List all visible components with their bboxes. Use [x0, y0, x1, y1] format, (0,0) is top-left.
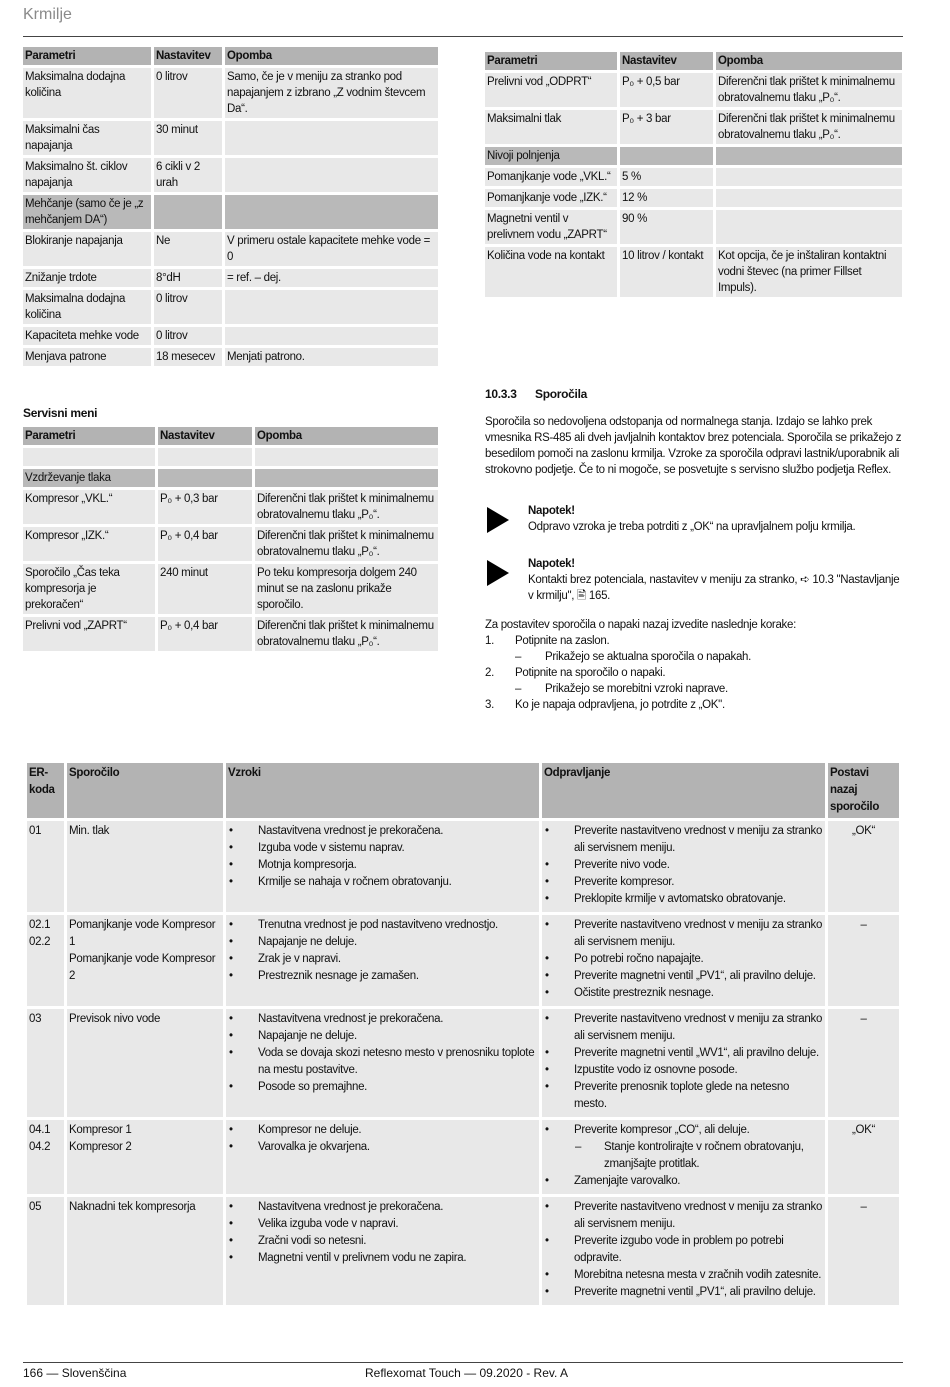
table-cell — [716, 210, 902, 244]
note-text: Odpravo vzroka je treba potrditi z „OK“ na upravljalnem polju krmilja. — [528, 521, 856, 533]
table-cell — [23, 448, 155, 466]
table-cell: 0 litrov — [154, 327, 222, 345]
fix-item: • Preverite nastavitveno vrednost v meniju za stranko ali servisnem meniju. — [544, 823, 823, 857]
table-cell — [225, 158, 438, 192]
cause-item: • Varovalka je okvarjena. — [228, 1139, 537, 1156]
table-row — [23, 527, 438, 561]
cause-item: • Nastavitvena vrednost je prekoračena. — [228, 1199, 537, 1216]
column-header: Nastavitev — [154, 47, 222, 65]
table-row — [485, 110, 902, 144]
cause-item: • Izguba vode v sistemu naprav. — [228, 840, 537, 857]
table-cell: Maksimalna dodajna količina — [23, 68, 151, 118]
cause-item: • Kompresor ne deluje. — [228, 1122, 537, 1139]
table-cell: = ref. – dej. — [225, 269, 438, 287]
table-cell — [255, 469, 438, 487]
column-header: Parametri — [485, 52, 617, 70]
error-code-cell — [27, 1009, 64, 1117]
table-row — [485, 168, 902, 186]
fix-item: • Preverite magnetni ventil „PV1“, ali pravilno deluje. — [544, 1284, 823, 1301]
column-header: Opomba — [716, 52, 902, 70]
section-paragraph: Sporočila so nedovoljena odstopanja od normalnega stanja. Izdajo se lahko prek vmesnika RS-485 ali dveh javljalnih kontaktov brez potenciala. Sporočila se prikažejo z besedilom pomoči na zaslonu krmilja. Vzroke za sporočila odpravi lastnik/uporabnik ali strokovno podjetje. Če to ni mogoče, se posvetujte s servisno službo podjetja Reflex. — [485, 416, 902, 476]
step-item — [485, 633, 905, 649]
message-row — [27, 821, 899, 912]
table-cell: Količina vode na kontakt — [485, 247, 617, 297]
column-header: Parametri — [23, 47, 151, 65]
table-cell: Maksimalna dodajna količina — [23, 290, 151, 324]
note-arrow-icon — [487, 507, 509, 533]
table-cell: Mehčanje (samo če je „z mehčanjem DA“) — [23, 195, 151, 229]
causes-cell — [226, 1120, 539, 1194]
fix-item: • Izpustite vodo iz osnovne posode. — [544, 1062, 823, 1079]
fixes-cell — [542, 915, 825, 1006]
cause-item: • Nastavitvena vrednost je prekoračena. — [228, 823, 537, 840]
message-row — [27, 1120, 899, 1194]
causes-cell — [226, 915, 539, 1006]
table-row — [23, 348, 438, 366]
table-cell: Pomanjkanje vode „IZK.“ — [485, 189, 617, 207]
table-cell — [225, 195, 438, 229]
step-text: Ko je napaja odpravljena, jo potrdite z „OK". — [515, 699, 725, 711]
document-title: Reflexomat Touch — 09.2020 - Rev. A — [365, 1366, 568, 1380]
table-cell: Ne — [154, 232, 222, 266]
table-cell — [255, 448, 438, 466]
table-cell: 90 % — [620, 210, 713, 244]
fixes-cell — [542, 1120, 825, 1194]
fix-item: • Preverite nastavitveno vrednost v meniju za stranko ali servisnem meniju. — [544, 1011, 823, 1045]
table-row — [485, 210, 902, 244]
fix-item: • Morebitna netesna mesta v zračnih vodih zatesnite. — [544, 1267, 823, 1284]
table-cell — [716, 189, 902, 207]
error-code: 04.1 — [29, 1124, 51, 1136]
error-code: 02.1 — [29, 919, 51, 931]
table-cell: Maksimalni tlak — [485, 110, 617, 144]
table-cell: Magnetni ventil v prelivnem vodu „ZAPRT“ — [485, 210, 617, 244]
messages-table — [24, 760, 902, 1308]
table-cell: Menjati patrono. — [225, 348, 438, 366]
step-number: – — [515, 651, 522, 663]
table-header-row — [23, 427, 438, 445]
step-number: 1. — [485, 635, 494, 647]
table-cell: Pomanjkanje vode „VKL.“ — [485, 168, 617, 186]
service-menu-heading: Servisni meni — [23, 406, 98, 420]
table-row — [23, 327, 438, 345]
fix-item: • Preverite izgubo vode in problem po potrebi odpravite. — [544, 1233, 823, 1267]
fix-item: • Preverite magnetni ventil „WV1“, ali pravilno deluje. — [544, 1045, 823, 1062]
table-cell — [716, 147, 902, 165]
table-row — [23, 232, 438, 266]
step-number: 2. — [485, 667, 494, 679]
step-text: Prikažejo se morebitni vzroki naprave. — [545, 683, 728, 695]
message-row — [27, 1197, 899, 1305]
table-row — [23, 617, 438, 651]
fixes-cell — [542, 1009, 825, 1117]
cause-item: • Posode so premajhne. — [228, 1079, 537, 1096]
step-text: Potipnite na zaslon. — [515, 635, 610, 647]
table-cell — [158, 448, 252, 466]
table-cell — [225, 290, 438, 324]
error-code-cell — [27, 915, 64, 1006]
fix-item: • Preverite nastavitveno vrednost v meniju za stranko ali servisnem meniju. — [544, 1199, 823, 1233]
table-header-row — [485, 52, 902, 70]
table-cell: 10 litrov / kontakt — [620, 247, 713, 297]
error-code-cell — [27, 1197, 64, 1305]
column-header: Vzroki — [226, 763, 539, 818]
table-cell: Menjava patrone — [23, 348, 151, 366]
table-row — [485, 189, 902, 207]
table-cell: Diferenčni tlak prištet k minimalnemu obratovalnemu tlaku „P₀“. — [255, 490, 438, 524]
table-cell: 5 % — [620, 168, 713, 186]
steps-list — [485, 633, 905, 713]
parameters-table-service — [20, 424, 441, 654]
parameters-table-customer — [20, 44, 441, 369]
note-block — [485, 556, 905, 604]
table-row — [23, 564, 438, 614]
table-cell: Diferenčni tlak prištet k minimalnemu obratovalnemu tlaku „P₀“. — [255, 527, 438, 561]
step-item — [485, 649, 905, 665]
table-cell: Vzdrževanje tlaka — [23, 469, 155, 487]
fix-item: • Preverite kompresor „CO“, ali deluje. — [544, 1122, 823, 1139]
section-number: 10.3.3 — [485, 387, 517, 401]
note-title: Napotek! — [528, 505, 575, 517]
cause-item: • Trenutna vrednost je pod nastavitveno vrednostjo. — [228, 917, 537, 934]
table-row — [23, 158, 438, 192]
table-cell — [716, 168, 902, 186]
section-heading — [485, 387, 587, 401]
cause-item: • Nastavitvena vrednost je prekoračena. — [228, 1011, 537, 1028]
step-text: Potipnite na sporočilo o napaki. — [515, 667, 666, 679]
cause-item: • Velika izguba vode v napravi. — [228, 1216, 537, 1233]
table-cell: Sporočilo „Čas teka kompresorja je prekoračen“ — [23, 564, 155, 614]
table-cell — [154, 195, 222, 229]
reset-cell: – — [828, 1009, 899, 1117]
step-item — [485, 681, 905, 697]
table-row — [23, 490, 438, 524]
message-text: Min. tlak — [69, 825, 110, 837]
error-code: 03 — [29, 1013, 42, 1025]
message-text: Previsok nivo vode — [69, 1013, 161, 1025]
causes-cell — [226, 821, 539, 912]
reset-cell: „OK“ — [828, 821, 899, 912]
table-cell: Prelivni vod „ODPRT“ — [485, 73, 617, 107]
step-number: 3. — [485, 699, 494, 711]
table-cell: Po teku kompresorja dolgem 240 minut se na zaslonu prikaže sporočilo. — [255, 564, 438, 614]
section-row — [23, 469, 438, 487]
causes-cell — [226, 1009, 539, 1117]
table-cell: Kot opcija, če je inštaliran kontaktni vodni števec (na primer Fillset Impuls). — [716, 247, 902, 297]
column-header: Odpravljanje — [542, 763, 825, 818]
cause-item: • Zrak je v napravi. — [228, 951, 537, 968]
cause-item: • Voda se dovaja skozi netesno mesto v prenosniku toplote na mestu postavitve. — [228, 1045, 537, 1079]
cause-item: • Prestreznik nesnage je zamašen. — [228, 968, 537, 985]
table-cell: Diferenčni tlak prištet k minimalnemu obratovalnemu tlaku „P₀“. — [716, 110, 902, 144]
page-number: 166 — Slovenščina — [23, 1366, 127, 1380]
table-row — [23, 68, 438, 118]
page-header-title: Krmilje — [23, 6, 72, 23]
fix-item: • Zamenjajte varovalko. — [544, 1173, 823, 1190]
fix-item: • Očistite prestreznik nesnage. — [544, 985, 823, 1002]
table-cell: P₀ + 3 bar — [620, 110, 713, 144]
column-header: Postavi nazaj sporočilo — [828, 763, 899, 818]
table-cell: Znižanje trdote — [23, 269, 151, 287]
table-row — [23, 290, 438, 324]
table-cell: Diferenčni tlak prištet k minimalnemu obratovalnemu tlaku „P₀“. — [255, 617, 438, 651]
column-header: Sporočilo — [67, 763, 223, 818]
fix-item: • Preverite magnetni ventil „PV1“, ali pravilno deluje. — [544, 968, 823, 985]
fix-item: • Preverite nivo vode. — [544, 857, 823, 874]
table-row — [23, 269, 438, 287]
message-cell — [67, 1120, 223, 1194]
table-cell: 18 mesecev — [154, 348, 222, 366]
step-item — [485, 697, 905, 713]
table-cell: 30 minut — [154, 121, 222, 155]
cause-item: • Napajanje ne deluje. — [228, 1028, 537, 1045]
message-text: Kompresor 2 — [69, 1141, 132, 1153]
table-cell: Diferenčni tlak prištet k minimalnemu obratovalnemu tlaku „P₀“. — [716, 73, 902, 107]
fix-item: • Preverite kompresor. — [544, 874, 823, 891]
error-code: 02.2 — [29, 936, 51, 948]
cause-item: • Motnja kompresorja. — [228, 857, 537, 874]
message-text: Kompresor 1 — [69, 1124, 132, 1136]
cause-item: • Magnetni ventil v prelivnem vodu ne zapira. — [228, 1250, 537, 1267]
table-cell: Kompresor „IZK.“ — [23, 527, 155, 561]
message-row — [27, 915, 899, 1006]
column-header: Opomba — [225, 47, 438, 65]
causes-cell — [226, 1197, 539, 1305]
steps-intro: Za postavitev sporočila o napaki nazaj izvedite naslednje korake: — [485, 619, 796, 631]
error-code: 01 — [29, 825, 42, 837]
table-cell: 6 cikli v 2 urah — [154, 158, 222, 192]
message-text: Pomanjkanje vode Kompresor 1 — [69, 919, 216, 948]
table-cell: Blokiranje napajanja — [23, 232, 151, 266]
reset-steps — [485, 617, 905, 713]
note-title: Napotek! — [528, 558, 575, 570]
error-code: 04.2 — [29, 1141, 51, 1153]
table-cell: 0 litrov — [154, 68, 222, 118]
reset-cell: – — [828, 915, 899, 1006]
step-text: Prikažejo se aktualna sporočila o napakah. — [545, 651, 752, 663]
table-cell: P₀ + 0,4 bar — [158, 617, 252, 651]
section-row — [485, 147, 902, 165]
column-header: ER-koda — [27, 763, 64, 818]
table-cell: P₀ + 0,5 bar — [620, 73, 713, 107]
message-cell — [67, 915, 223, 1006]
table-cell: 240 minut — [158, 564, 252, 614]
fix-item: • Po potrebi ročno napajajte. — [544, 951, 823, 968]
table-cell: Prelivni vod „ZAPRT“ — [23, 617, 155, 651]
note-text: Kontakti brez potenciala, nastavitev v meniju za stranko, ➪ 10.3 "Nastavljanje v krmilju", 🖹 165. — [528, 574, 900, 602]
parameters-table-service-continued — [482, 49, 905, 300]
table-cell: Kapaciteta mehke vode — [23, 327, 151, 345]
message-row — [27, 1009, 899, 1117]
table-cell: 12 % — [620, 189, 713, 207]
message-cell — [67, 1009, 223, 1117]
table-row — [23, 121, 438, 155]
note-arrow-icon — [487, 560, 509, 586]
step-number: – — [515, 683, 522, 695]
table-cell — [225, 327, 438, 345]
table-cell: P₀ + 0,3 bar — [158, 490, 252, 524]
header-divider — [23, 36, 903, 37]
fix-item: • Preverite prenosnik toplote glede na netesno mesto. — [544, 1079, 823, 1113]
fix-item: • Preverite nastavitveno vrednost v meniju za stranko ali servisnem meniju. — [544, 917, 823, 951]
table-cell — [158, 469, 252, 487]
table-cell: V primeru ostale kapacitete mehke vode = 0 — [225, 232, 438, 266]
column-header: Nastavitev — [620, 52, 713, 70]
message-text: Pomanjkanje vode Kompresor 2 — [69, 953, 216, 982]
fix-item: • Preklopite krmilje v avtomatsko obratovanje. — [544, 891, 823, 908]
reset-cell: „OK“ — [828, 1120, 899, 1194]
cause-item: • Napajanje ne deluje. — [228, 934, 537, 951]
error-code-cell — [27, 821, 64, 912]
table-cell: Samo, če je v meniju za stranko pod napajanjem z izbrano „Z vodnim števcem Da“. — [225, 68, 438, 118]
error-code: 05 — [29, 1201, 42, 1213]
table-cell: Kompresor „VKL.“ — [23, 490, 155, 524]
column-header: Nastavitev — [158, 427, 252, 445]
table-cell: 0 litrov — [154, 290, 222, 324]
fixes-cell — [542, 821, 825, 912]
message-cell — [67, 821, 223, 912]
message-cell — [67, 1197, 223, 1305]
table-cell: Nivoji polnjenja — [485, 147, 617, 165]
fix-item: – Stanje kontrolirajte v ročnem obratovanju, zmanjšajte protitlak. — [544, 1139, 823, 1173]
table-cell: P₀ + 0,4 bar — [158, 527, 252, 561]
table-row — [23, 448, 438, 466]
table-header-row — [23, 47, 438, 65]
section-row — [23, 195, 438, 229]
table-cell: 8°dH — [154, 269, 222, 287]
fixes-cell — [542, 1197, 825, 1305]
column-header: Parametri — [23, 427, 155, 445]
section-title: Sporočila — [535, 387, 587, 401]
table-row — [485, 73, 902, 107]
cause-item: • Krmilje se nahaja v ročnem obratovanju. — [228, 874, 537, 891]
table-cell: Maksimalni čas napajanja — [23, 121, 151, 155]
cause-item: • Zračni vodi so netesni. — [228, 1233, 537, 1250]
footer-divider — [23, 1362, 903, 1363]
table-cell: Maksimalno št. ciklov napajanja — [23, 158, 151, 192]
table-cell — [620, 147, 713, 165]
message-text: Naknadni tek kompresorja — [69, 1201, 196, 1213]
column-header: Opomba — [255, 427, 438, 445]
reset-cell: – — [828, 1197, 899, 1305]
table-cell — [225, 121, 438, 155]
note-block — [485, 503, 905, 535]
error-code-cell — [27, 1120, 64, 1194]
table-row — [485, 247, 902, 297]
table-header-row — [27, 763, 899, 818]
step-item — [485, 665, 905, 681]
